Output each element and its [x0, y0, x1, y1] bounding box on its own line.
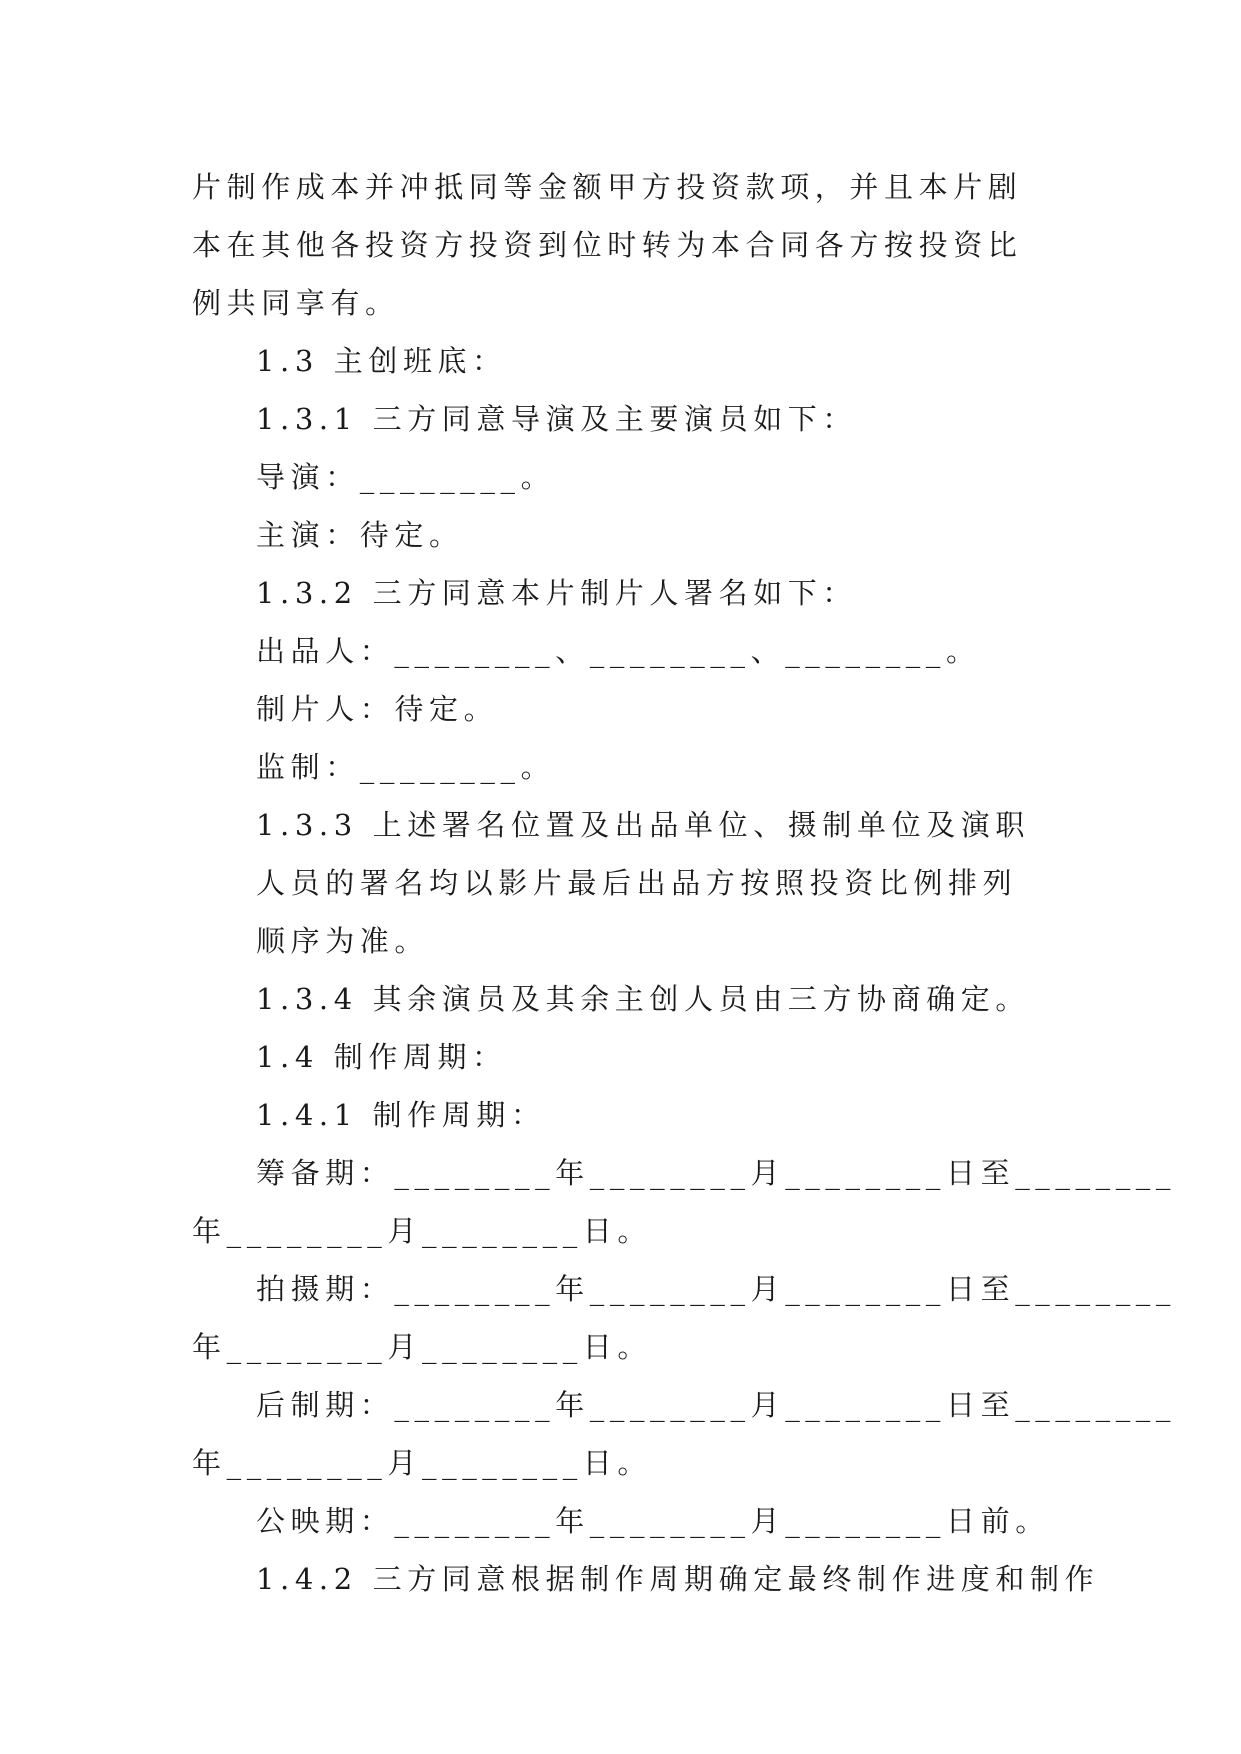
- heading-production-period: 1.4 制作周期：: [256, 1040, 507, 1074]
- field-post-production-period-end: 年________月________日。: [192, 1446, 652, 1480]
- field-shooting-period: 拍摄期：________年________月________日至________: [256, 1272, 1176, 1306]
- clause-producer-credits: 1.3.2 三方同意本片制片人署名如下：: [256, 576, 858, 610]
- heading-creative-team: 1.3 主创班底：: [256, 344, 507, 378]
- field-supervisor: 监制：________。: [256, 750, 556, 784]
- field-producer: 制片人：待定。: [256, 692, 499, 726]
- document-page: [192, 158, 1176, 1608]
- field-post-production-period: 后制期：________年________月________日至________: [256, 1388, 1176, 1422]
- field-lead-actor: 主演：待定。: [256, 518, 464, 552]
- clause-credit-order: 1.3.3 上述署名位置及出品单位、摄制单位及演职人员的署名均以影片最后出品方按照投资比例排列顺序为准。: [256, 808, 1031, 958]
- clause-schedule-agreement: 1.4.2 三方同意根据制作周期确定最终制作进度和制作: [256, 1562, 1100, 1596]
- field-preparation-period: 筹备期：________年________月________日至________: [256, 1156, 1176, 1190]
- clause-production-period: 1.4.1 制作周期：: [256, 1098, 546, 1132]
- field-presenters: 出品人：________、________、________。: [256, 634, 981, 668]
- field-shooting-period-end: 年________月________日。: [192, 1330, 652, 1364]
- clause-director-cast: 1.3.1 三方同意导演及主要演员如下：: [256, 402, 858, 436]
- field-release-date: 公映期：________年________月________日前。: [256, 1504, 1050, 1538]
- paragraph-script-ownership: 片制作成本并冲抵同等金额甲方投资款项，并且本片剧本在其他各投资方投资到位时转为本合同各方按投资比例共同享有。: [192, 170, 1023, 320]
- clause-other-cast: 1.3.4 其余演员及其余主创人员由三方协商确定。: [256, 982, 1031, 1016]
- field-preparation-period-end: 年________月________日。: [192, 1214, 652, 1248]
- field-director: 导演：________。: [256, 460, 556, 494]
